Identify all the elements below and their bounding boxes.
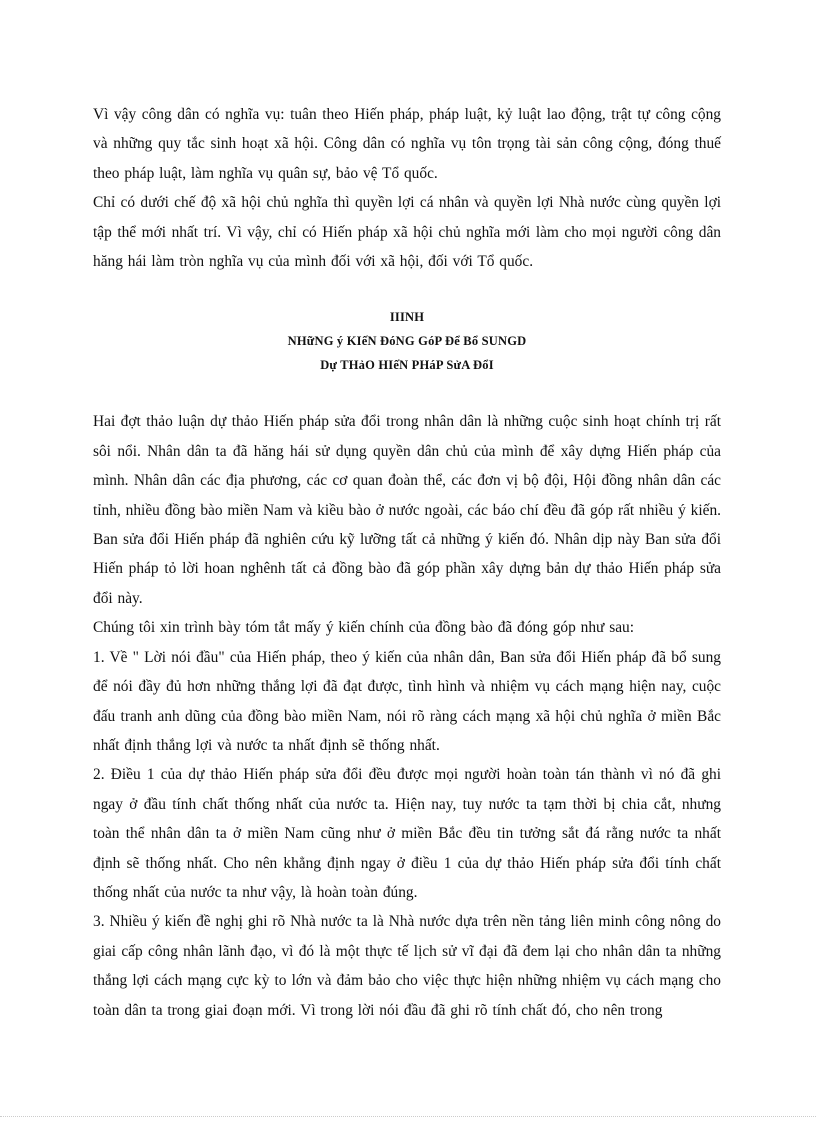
paragraph-summary-intro: Chúng tôi xin trình bày tóm tắt mấy ý kiến chính của đồng bào đã đóng góp như sau: <box>93 619 634 637</box>
paragraph-socialist-rights: Chỉ có dưới chế độ xã hội chủ nghĩa thì quyền lợi cá nhân và quyền lợi Nhà nước cùng quyền lợi tập thể mới nhất trí. Vì vậy, chỉ có Hiến pháp xã hội chủ nghĩa mới làm cho mọi người công dân hăng hái làm tròn nghĩa vụ của mình đối với xã hội, đối với Tổ quốc. <box>93 194 721 271</box>
heading-line-3: Dự THảO HIếN PHáP SửA ĐổI <box>320 358 494 373</box>
heading-line-2: NHữNG ý KIếN ĐóNG GóP Để Bổ SUNGD <box>287 334 527 349</box>
paragraph-item-1: 1. Về " Lời nói đầu" của Hiến pháp, theo ý kiến của nhân dân, Ban sửa đổi Hiến pháp đã bổ sung để nói đầy đủ hơn những thắng lợi đã đạt được, tình hình và nhiệm vụ cách mạng hiện nay, cuộc đấu tranh anh dũng của đồng bào miền Nam, nói rõ ràng cách mạng xã hội chủ nghĩa ở miền Bắc nhất định thắng lợi và nước ta nhất định sẽ thống nhất. <box>93 648 721 754</box>
section-heading <box>93 305 721 377</box>
paragraph-item-2: 2. Điều 1 của dự thảo Hiến pháp sửa đổi đều được mọi người hoàn toàn tán thành vì nó đã ghi ngay ở đầu tính chất thống nhất của nước ta. Hiện nay, tuy nước ta tạm thời bị chia cắt, nhưng toàn thể nhân dân ta ở miền Nam cũng như ở miền Bắc đều tin tưởng sắt đá rằng nước ta nhất định sẽ thống nhất. Cho nên khẳng định ngay ở điều 1 của dự thảo Hiến pháp sửa đổi tính chất thống nhất của nước ta như vậy, là hoàn toàn đúng. <box>93 766 721 901</box>
paragraph-duties: Vì vậy công dân có nghĩa vụ: tuân theo Hiến pháp, pháp luật, kỷ luật lao động, trật tự công cộng và những quy tắc sinh hoạt xã hội. Công dân có nghĩa vụ tôn trọng tài sản công cộng, đóng thuế theo pháp luật, làm nghĩa vụ quân sự, bảo vệ Tổ quốc. <box>93 106 721 182</box>
document-page <box>93 100 721 1025</box>
page-bottom-divider <box>0 1116 816 1117</box>
heading-line-1: IIINH <box>389 310 425 325</box>
paragraph-item-3: 3. Nhiều ý kiến đề nghị ghi rõ Nhà nước ta là Nhà nước dựa trên nền tảng liên minh công nông do giai cấp công nhân lãnh đạo, vì đó là một thực tế lịch sử vĩ đại đã đem lại cho nhân dân ta những thắng lợi cách mạng cực kỳ to lớn và đảm bảo cho việc thực hiện những nhiệm vụ cách mạng cho toàn dân ta trong giai đoạn mới. Vì trong lời nói đầu đã ghi rõ tính chất đó, cho nên trong <box>93 913 721 1019</box>
paragraph-discussion: Hai đợt thảo luận dự thảo Hiến pháp sửa đổi trong nhân dân là những cuộc sinh hoạt chính trị rất sôi nổi. Nhân dân ta đã hăng hái sử dụng quyền dân chủ của mình để xây dựng Hiến pháp của mình. Nhân dân các địa phương, các cơ quan đoàn thể, các đơn vị bộ đội, Hội đồng nhân dân các tỉnh, nhiều đồng bào miền Nam và kiều bào ở nước ngoài, các báo chí đều đã góp rất nhiều ý kiến. Ban sửa đổi Hiến pháp đã nghiên cứu kỹ lưỡng tất cả những ý kiến đó. Nhân dịp này Ban sửa đổi Hiến pháp tỏ lời hoan nghênh tất cả đồng bào đã góp phần xây dựng bản dự thảo Hiến pháp sửa đổi này. <box>93 413 721 607</box>
